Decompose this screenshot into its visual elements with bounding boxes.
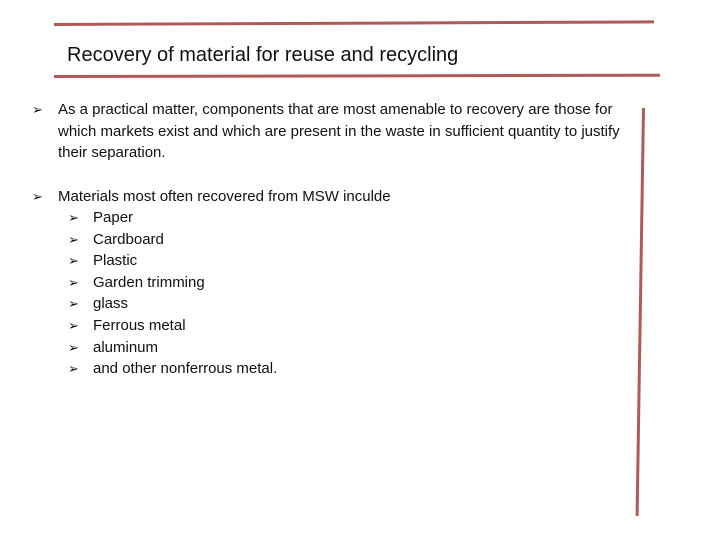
title-top-rule [54,20,654,26]
slide-title: Recovery of material for reuse and recycling [67,44,459,66]
recovered-materials-list [68,207,277,380]
arrow-bullet-icon: ➢ [32,189,43,204]
list-item [68,315,277,337]
arrow-bullet-icon: ➢ [68,210,79,225]
material-label: Cardboard [93,230,164,248]
material-label: Plastic [93,252,138,270]
arrow-bullet-icon: ➢ [68,253,79,269]
list-item [68,229,277,251]
list-item [68,207,277,229]
bullet-text: As a practical matter, components that are most amenable to recovery are those for which markets exist and which are present in the waste in sufficient quantity to justify their separation. [58,101,620,161]
bullet-text: Materials most often recovered from MSW inculde [58,188,391,205]
arrow-bullet-icon: ➢ [68,296,79,312]
arrow-bullet-icon: ➢ [68,231,79,247]
material-label: Garden trimming [93,273,205,291]
list-item [68,293,277,315]
list-item [68,358,277,380]
bullet-item [32,186,632,208]
material-label: aluminum [93,338,159,356]
arrow-bullet-icon: ➢ [68,317,79,333]
title-bottom-rule [54,74,660,78]
material-label: Paper [93,209,134,226]
material-label: and other nonferrous metal. [93,360,278,378]
arrow-bullet-icon: ➢ [68,339,79,355]
material-label: Ferrous metal [93,316,186,334]
right-vertical-rule [636,108,645,516]
arrow-bullet-icon: ➢ [68,274,79,290]
material-label: glass [93,295,129,313]
bullet-item [32,99,632,164]
arrow-bullet-icon: ➢ [68,361,79,377]
arrow-bullet-icon: ➢ [32,102,43,117]
list-item [68,337,277,359]
list-item [68,250,277,272]
list-item [68,272,277,294]
